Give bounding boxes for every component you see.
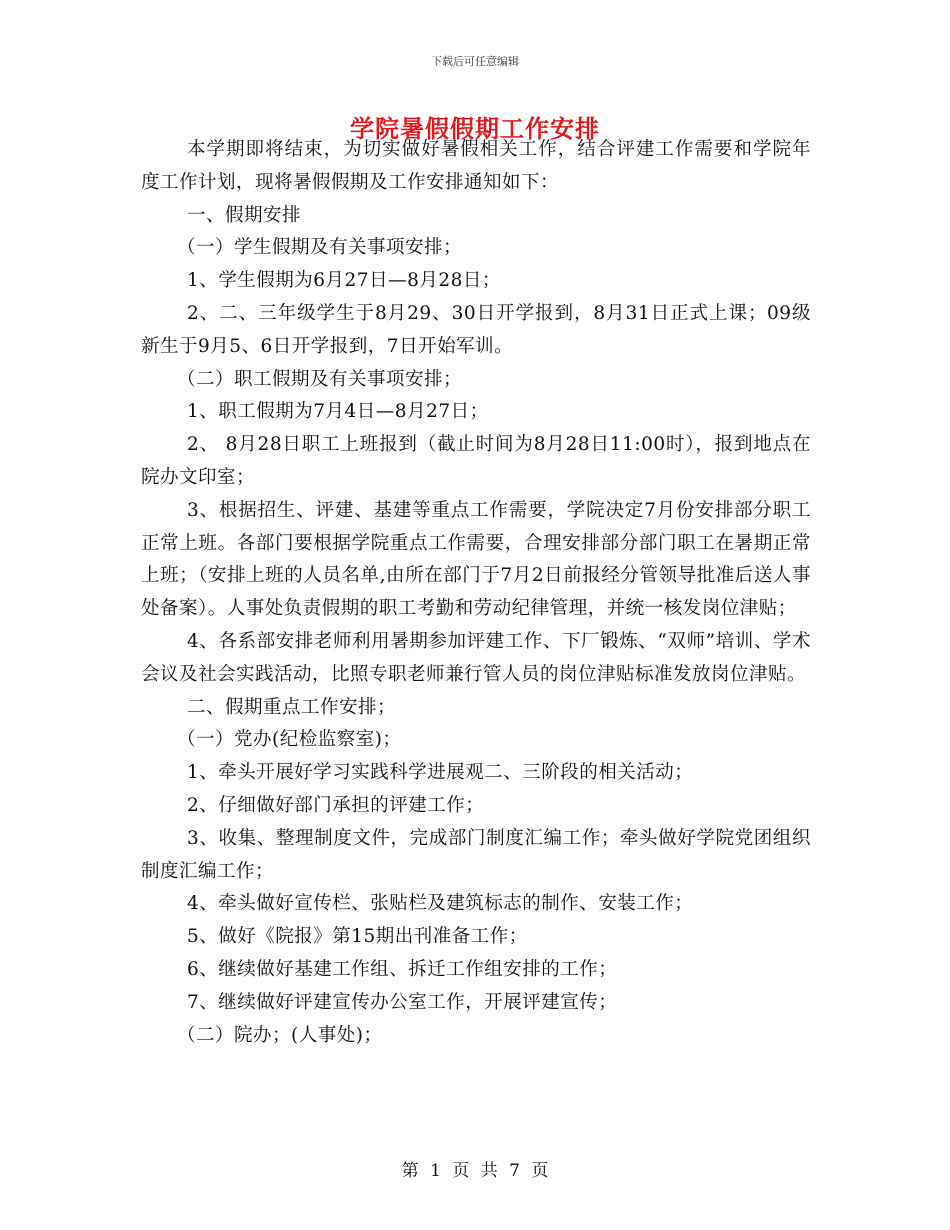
paragraph: 5、做好《院报》第15期出刊准备工作；: [187, 926, 528, 948]
paragraph: 一、假期安排: [187, 204, 302, 226]
paragraph: 2、 8月28日职工上班报到（截止时间为8月28日11:00时），报到地点在院办文印室；: [141, 434, 811, 488]
paragraph: （二）院办；(人事处)；: [177, 1024, 383, 1046]
paragraph: （一）学生假期及有关事项安排；: [177, 237, 463, 259]
document-body: [141, 134, 811, 1052]
paragraph: 3、根据招生、评建、基建等重点工作需要，学院决定7月份安排部分职工正常上班。各部门要根据学院重点工作需要，合理安排部分部门职工在暑期正常上班；（安排上班的人员名单,由所在部门于7月2日前报经分管领导批准后送人事处备案）。人事处负责假期的职工考勤和劳动纪律管理，并统一核发岗位津贴；: [141, 499, 811, 620]
page-footer: 第 1 页 共 7 页: [401, 1161, 549, 1181]
paragraph: 4、牵头做好宣传栏、张贴栏及建筑标志的制作、安装工作；: [187, 893, 694, 915]
paragraph: 6、继续做好基建工作组、拆迁工作组安排的工作；: [187, 958, 618, 980]
paragraph: 3、收集、整理制度文件，完成部门制度汇编工作；牵头做好学院党团组织制度汇编工作；: [141, 827, 811, 882]
paragraph: 1、学生假期为6月27日—8月28日；: [187, 270, 501, 292]
document-title: 学院暑假假期工作安排: [350, 114, 600, 143]
paragraph: 二、假期重点工作安排；: [187, 696, 397, 718]
paragraph: 7、继续做好评建宣传办公室工作，开展评建宣传；: [187, 991, 618, 1013]
paragraph: 4、各系部安排老师利用暑期参加评建工作、下厂锻炼、“双师”培训、学术会议及社会实践活动，比照专职老师兼行管人员的岗位津贴标准发放岗位津贴。: [141, 630, 811, 685]
paragraph: 1、职工假期为7月4日—8月27日；: [187, 401, 489, 423]
paragraph: 1、牵头开展好学习实践科学进展观二、三阶段的相关活动；: [187, 762, 694, 784]
paragraph: （一）党办(纪检监察室)；: [177, 729, 402, 751]
paragraph: （二）职工假期及有关事项安排；: [177, 368, 463, 390]
paragraph: 本学期即将结束，为切实做好暑假相关工作，结合评建工作需要和学院年度工作计划，现将暑假假期及工作安排通知如下：: [141, 139, 811, 193]
paragraph: 2、二、三年级学生于8月29、30日开学报到，8月31日正式上课；09级新生于9月5、6日开学报到，7日开始军训。: [141, 302, 811, 357]
paragraph: 2、仔细做好部门承担的评建工作；: [187, 794, 485, 816]
page-header: 下载后可任意编辑: [431, 55, 519, 68]
